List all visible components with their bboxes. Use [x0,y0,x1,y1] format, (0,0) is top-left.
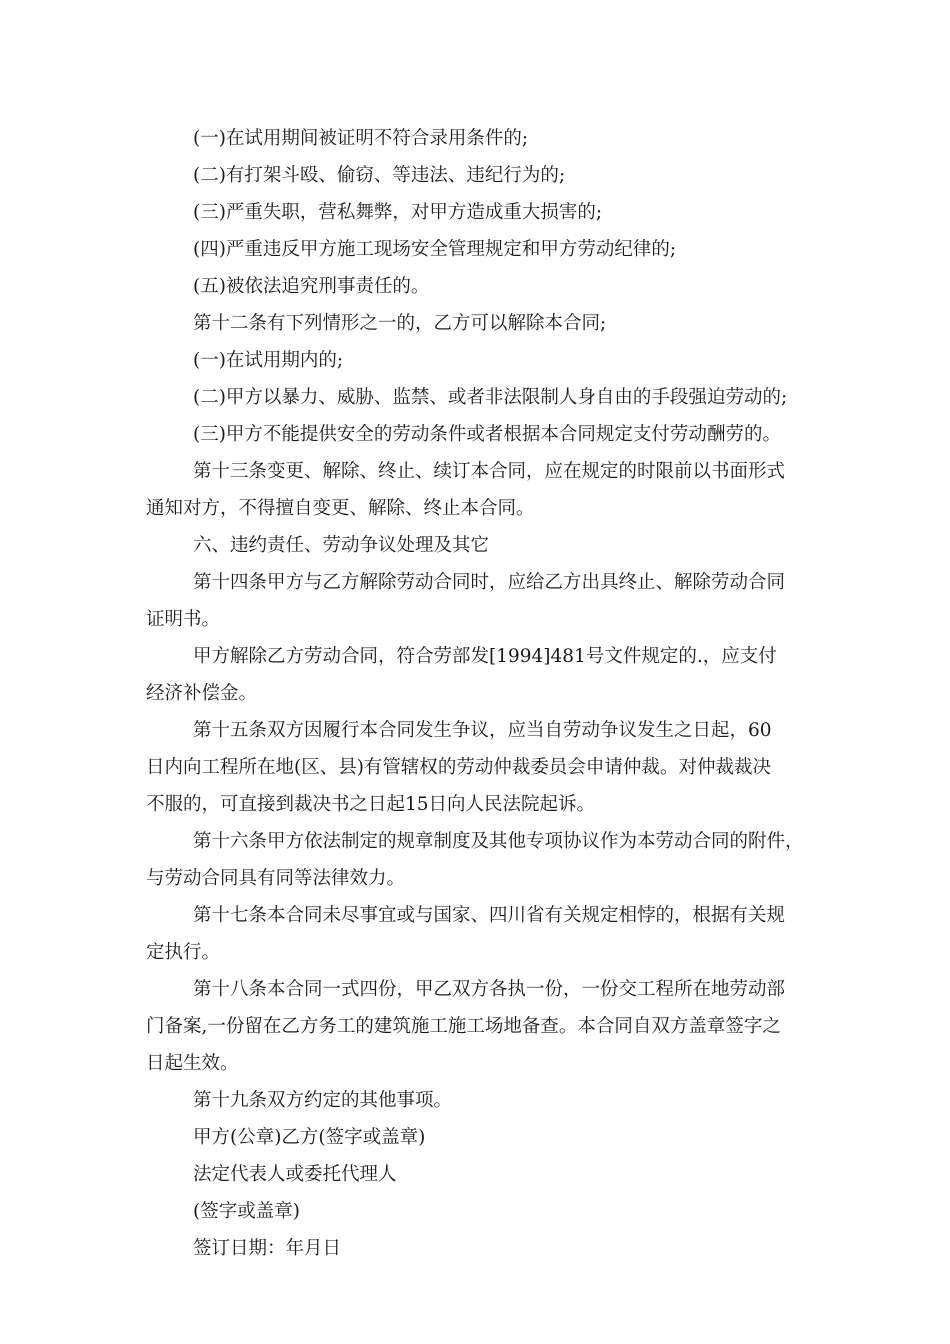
paragraph-line: 甲方解除乙方劳动合同，符合劳部发[1994]481号文件规定的.，应支付 [193,646,777,667]
article-heading-14: 第十四条甲方与乙方解除劳动合同时，应给乙方出具终止、解除劳动合同 [193,572,786,593]
paragraph-line: (四)严重违反甲方施工现场安全管理规定和甲方劳动纪律的; [193,239,677,260]
paragraph-line: (二)甲方以暴力、威胁、监禁、或者非法限制人身自由的手段强迫劳动的; [193,387,788,408]
paragraph-line: 证明书。 [146,609,221,630]
article-heading-18: 第十八条本合同一式四份，甲乙双方各执一份，一份交工程所在地劳动部 [193,979,786,1000]
paragraph-line: 日内向工程所在地(区、县)有管辖权的劳动仲裁委员会申请仲裁。对仲裁裁决 [146,757,771,778]
article-heading-12: 第十二条有下列情形之一的，乙方可以解除本合同; [193,313,607,334]
paragraph-line: (五)被依法追究刑事责任的。 [193,276,430,297]
paragraph-line: 日起生效。 [146,1053,239,1074]
paragraph-line: 定执行。 [146,942,221,963]
signature-note: (签字或盖章) [193,1201,300,1222]
paragraph-line: (三)甲方不能提供安全的劳动条件或者根据本合同规定支付劳动酬劳的。 [193,424,781,445]
paragraph-line: 不服的，可直接到裁决书之日起15日向人民法院起诉。 [146,794,596,815]
article-heading-19: 第十九条双方约定的其他事项。 [193,1090,453,1111]
paragraph-line: 门备案,一份留在乙方务工的建筑施工施工场地备查。本合同自双方盖章签字之 [146,1016,781,1037]
paragraph-line: (一)在试用期内的; [193,350,344,371]
article-heading-13: 第十三条变更、解除、终止、续订本合同，应在规定的时限前以书面形式 [193,461,786,482]
document-body [146,120,826,1267]
paragraph-line: (一)在试用期间被证明不符合录用条件的; [193,128,529,149]
signature-parties: 甲方(公章)乙方(签字或盖章) [193,1127,426,1148]
paragraph-line: 通知对方，不得擅自变更、解除、终止本合同。 [146,498,535,519]
signing-date: 签订日期：年月日 [193,1238,342,1259]
paragraph-line: 经济补偿金。 [146,683,258,704]
paragraph-line: 与劳动合同具有同等法律效力。 [146,868,406,889]
paragraph-line: (二)有打架斗殴、偷窃、等违法、违纪行为的; [193,165,566,186]
article-heading-15: 第十五条双方因履行本合同发生争议，应当自劳动争议发生之日起，60 [193,720,772,741]
paragraph-line: (三)严重失职，营私舞弊，对甲方造成重大损害的; [193,202,603,223]
article-heading-16: 第十六条甲方依法制定的规章制度及其他专项协议作为本劳动合同的附件， [193,831,804,852]
signature-representative: 法定代表人或委托代理人 [193,1164,397,1185]
article-heading-17: 第十七条本合同未尽事宜或与国家、四川省有关规定相悖的，根据有关规 [193,905,786,926]
section-heading: 六、违约责任、劳动争议处理及其它 [193,535,490,556]
